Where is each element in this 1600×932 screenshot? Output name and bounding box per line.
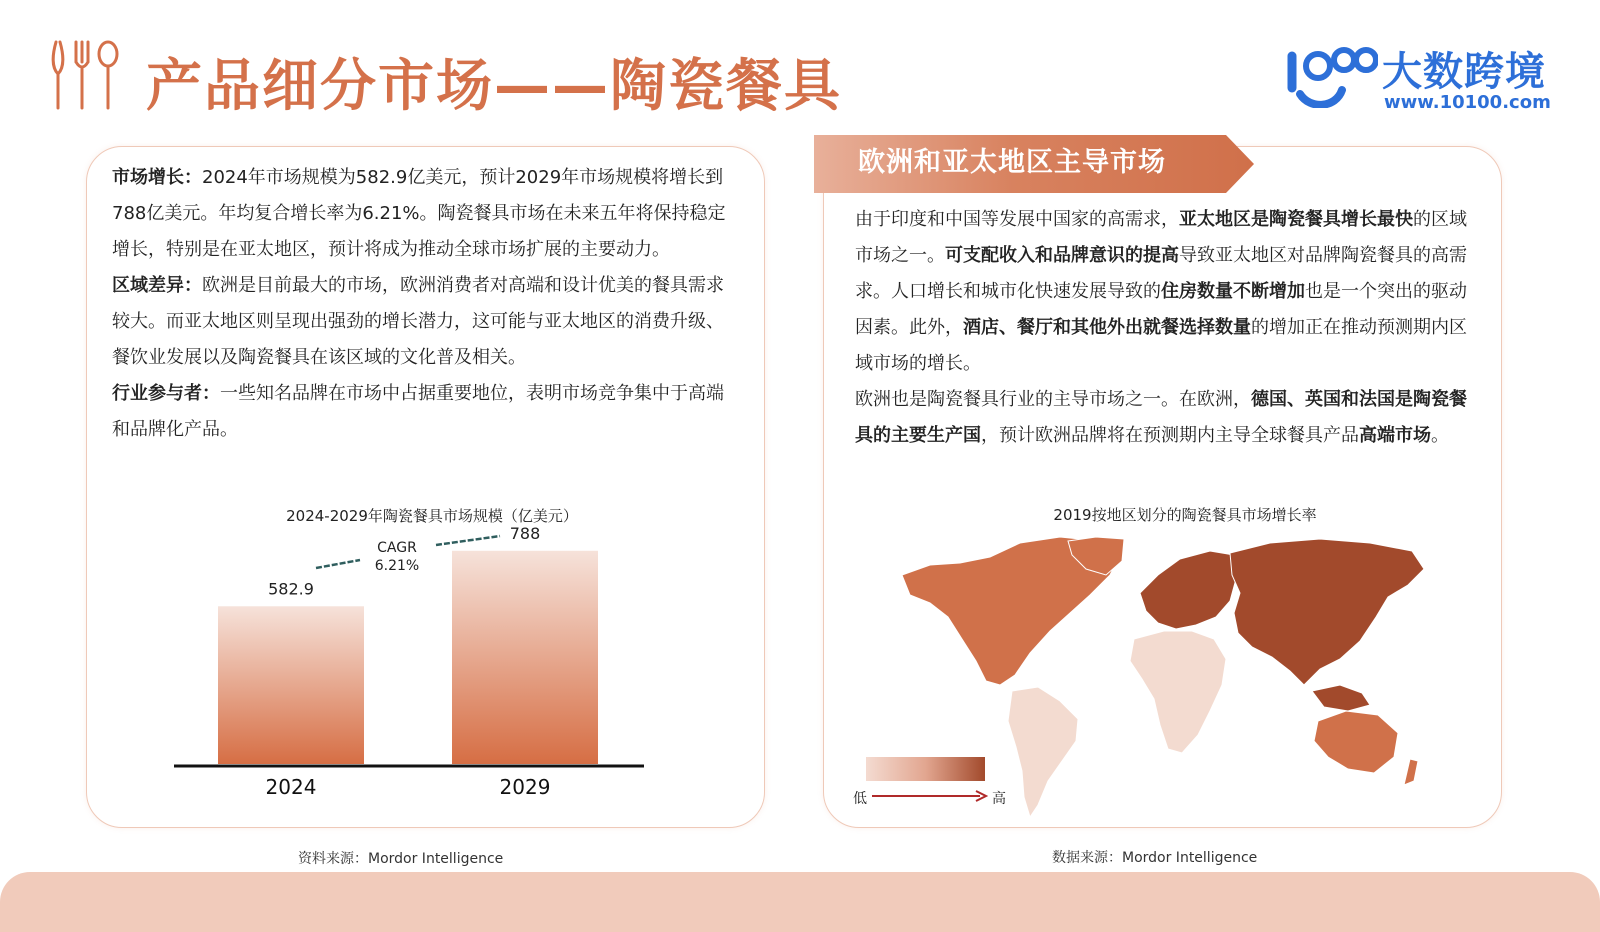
australia-region: [1314, 711, 1398, 773]
page-title: 产品细分市场——陶瓷餐具: [146, 54, 842, 119]
paragraph-text: 一些知名品牌在市场中占据重要地位，表明市场竞争集中于高端和品牌化产品。: [112, 383, 724, 440]
industry-players-paragraph: [112, 376, 734, 448]
paragraph-label: 区域差异：: [112, 275, 202, 296]
brand-url: www.10100.com: [1384, 92, 1551, 113]
brand-logo: [1278, 38, 1558, 118]
highlight-run: 德国、英国和法国是陶瓷餐具的主要生产国: [855, 389, 1467, 446]
text-run: 导致亚太地区对品牌陶瓷餐具的高需求。人口增长和城市化快速发展导致的: [855, 245, 1467, 302]
x-tick-label: 2024: [265, 775, 317, 799]
europe-region: [1140, 551, 1236, 629]
highlight-run: 酒店、餐厅和其他外出就餐选择数量: [963, 317, 1251, 338]
legend-high-label: 高: [992, 791, 1006, 807]
x-tick-label: 2029: [499, 775, 551, 799]
africa-region: [1130, 631, 1226, 753]
asia-pacific-region: [1230, 539, 1424, 685]
text-run: 的增加正在推动预测期内区域市场的增长。: [855, 317, 1467, 374]
cagr-arrow-right: [436, 536, 500, 545]
bar-2024: [218, 606, 364, 764]
cutlery-icon: [50, 38, 128, 112]
legend-arrow-icon: [872, 789, 988, 803]
southeast-asia-region: [1312, 685, 1370, 711]
new-zealand-region: [1404, 759, 1418, 785]
regional-analysis-text: [855, 202, 1479, 454]
legend-low-label: 低: [853, 791, 867, 807]
text-run: 欧洲也是陶瓷餐具行业的主导市场之一。在欧洲，: [855, 389, 1251, 410]
text-run: 的区域市场之一。: [855, 209, 1467, 266]
cagr-value: 6.21%: [374, 558, 420, 574]
market-overview-text: [112, 160, 734, 448]
chart-title: 2024-2029年陶瓷餐具市场规模（亿美元）: [286, 507, 578, 525]
europe-paragraph: [855, 382, 1479, 454]
cagr-label: CAGR: [377, 540, 417, 556]
regional-difference-paragraph: [112, 268, 734, 376]
footer-band: [0, 872, 1600, 932]
paragraph-text: 2024年市场规模为582.9亿美元，预计2029年市场规模将增长到788亿美元。年均复合增长率为6.21%。陶瓷餐具市场在未来五年将保持稳定增长，特别是在亚太地区，预计将成为推动全球市场扩展的主要动力。: [112, 167, 726, 260]
source-note: 资料来源：Mordor Intelligence: [298, 851, 504, 867]
text-run: ，预计欧洲品牌将在预测期内主导全球餐具产品: [981, 425, 1359, 446]
legend-gradient: [866, 757, 985, 781]
asia-pacific-paragraph: [855, 202, 1479, 382]
market-growth-paragraph: [112, 160, 734, 268]
south-america-region: [1008, 687, 1078, 817]
highlight-run: 住房数量不断增加: [1161, 281, 1305, 302]
source-note: 数据来源：Mordor Intelligence: [1052, 850, 1258, 866]
bar-value-label: 788: [509, 523, 541, 543]
text-run: 。: [1431, 425, 1449, 446]
highlight-run: 高端市场: [1359, 425, 1431, 446]
brand-mark-icon: [1278, 42, 1378, 108]
paragraph-text: 欧洲是目前最大的市场，欧洲消费者对高端和设计优美的餐具需求较大。而亚太地区则呈现出强劲的增长潜力，这可能与亚太地区的消费升级、餐饮业发展以及陶瓷餐具在该区域的文化普及相关。: [112, 275, 724, 368]
brand-name: 大数跨境: [1382, 49, 1546, 95]
bar-value-label: 582.9: [268, 579, 314, 599]
highlight-run: 可支配收入和品牌意识的提高: [945, 245, 1179, 266]
map-title: 2019按地区划分的陶瓷餐具市场增长率: [1053, 506, 1317, 524]
cagr-arrow-left: [316, 560, 360, 568]
section-title: 欧洲和亚太地区主导市场: [858, 147, 1166, 178]
market-size-bar-chart: [160, 500, 680, 830]
paragraph-label: 行业参与者：: [112, 383, 220, 404]
text-run: 也是一个突出的驱动因素。此外，: [855, 281, 1467, 338]
bar-2029: [452, 551, 598, 764]
paragraph-label: 市场增长：: [112, 167, 202, 188]
highlight-run: 亚太地区是陶瓷餐具增长最快: [1179, 209, 1413, 230]
text-run: 由于印度和中国等发展中国家的高需求，: [855, 209, 1179, 230]
